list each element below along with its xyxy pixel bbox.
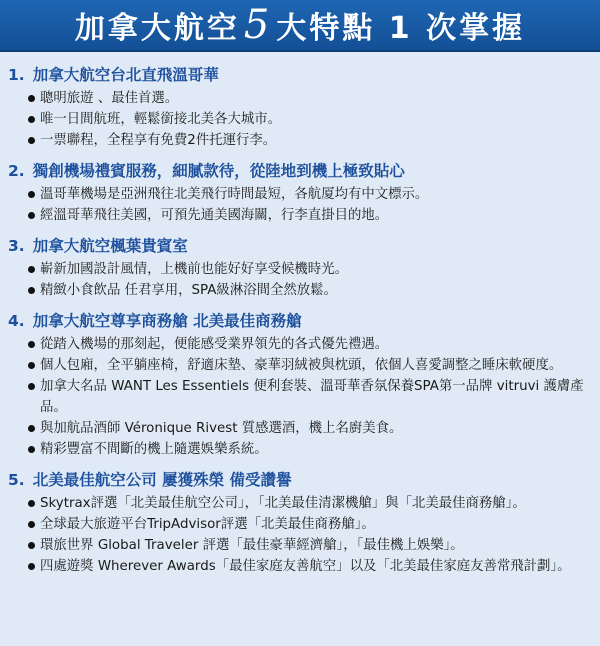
bullet-item: 全球最大旅遊平台TripAdvisor評選「北美最佳商務艙」。 bbox=[8, 514, 594, 535]
bullet-item: 環旅世界 Global Traveler 評選「最佳豪華經濟艙」，「最佳機上娛樂」。 bbox=[8, 535, 594, 556]
section-number: 5. bbox=[8, 471, 25, 489]
section-1 bbox=[8, 64, 594, 151]
bullet-list bbox=[8, 493, 594, 577]
bullet-item: 四處遊獎 Wherever Awards「最佳家庭友善航空」以及「北美最佳家庭友善常飛計劃」。 bbox=[8, 556, 594, 577]
bullet-item: 精彩豐富不間斷的機上隨選娛樂系統。 bbox=[8, 439, 594, 460]
section-heading: 北美最佳航空公司 屢獲殊榮 備受讚譽 bbox=[32, 471, 292, 489]
section-number: 3. bbox=[8, 237, 25, 255]
bullet-item: 經溫哥華飛往美國，可預先通美國海關，行李直掛目的地。 bbox=[8, 205, 594, 226]
title-part-2: 大特點 1 次掌握 bbox=[276, 11, 526, 46]
bullet-list bbox=[8, 259, 594, 301]
bullet-item: 從踏入機場的那刻起，便能感受業界領先的各式優先禮遇。 bbox=[8, 334, 594, 355]
bullet-item: 唯一日間航班，輕鬆銜接北美各大城市。 bbox=[8, 109, 594, 130]
title-number: 5 bbox=[243, 2, 273, 48]
bullet-item: 與加航品酒師 Véronique Rivest 質感選酒，機上名廚美食。 bbox=[8, 418, 594, 439]
section-number: 2. bbox=[8, 162, 25, 180]
bullet-item: 一票聯程，全程享有免費2件托運行李。 bbox=[8, 130, 594, 151]
section-heading: 加拿大航空台北直飛溫哥華 bbox=[32, 66, 219, 84]
bullet-list bbox=[8, 184, 594, 226]
bullet-item: 聰明旅遊 、最佳首選。 bbox=[8, 88, 594, 109]
feature-list bbox=[0, 52, 600, 577]
section-2 bbox=[8, 160, 594, 226]
bullet-item: 個人包廂，全平躺座椅，舒適床墊、豪華羽絨被與枕頭，依個人喜愛調整之睡床軟硬度。 bbox=[8, 355, 594, 376]
section-title bbox=[8, 469, 594, 491]
section-number: 1. bbox=[8, 66, 25, 84]
bullet-item: 精緻小食飲品 任君享用，SPA級淋浴間全然放鬆。 bbox=[8, 280, 594, 301]
section-title bbox=[8, 310, 594, 332]
section-number: 4. bbox=[8, 312, 25, 330]
bullet-item: 嶄新加國設計風情，上機前也能好好享受候機時光。 bbox=[8, 259, 594, 280]
bullet-list bbox=[8, 88, 594, 151]
section-3 bbox=[8, 235, 594, 301]
section-heading: 加拿大航空楓葉貴賓室 bbox=[32, 237, 188, 255]
title-part-1: 加拿大航空 bbox=[74, 11, 240, 46]
section-title bbox=[8, 160, 594, 182]
bullet-item: Skytrax評選「北美最佳航空公司」，「北美最佳清潔機艙」與「北美最佳商務艙」。 bbox=[8, 493, 594, 514]
section-heading: 獨創機場禮賓服務，細膩款待，從陸地到機上極致貼心 bbox=[32, 162, 405, 180]
bullet-item: 加拿大名品 WANT Les Essentiels 便利套裝、溫哥華香氛保養SPA第一品牌 vitruvi 護膚產品。 bbox=[8, 376, 594, 418]
header-banner bbox=[0, 0, 600, 52]
bullet-item: 溫哥華機場是亞洲飛往北美飛行時間最短，各航厦均有中文標示。 bbox=[8, 184, 594, 205]
section-4 bbox=[8, 310, 594, 460]
section-title bbox=[8, 235, 594, 257]
bullet-list bbox=[8, 334, 594, 460]
section-heading: 加拿大航空尊享商務艙 北美最佳商務艙 bbox=[32, 312, 302, 330]
section-title bbox=[8, 64, 594, 86]
section-5 bbox=[8, 469, 594, 577]
